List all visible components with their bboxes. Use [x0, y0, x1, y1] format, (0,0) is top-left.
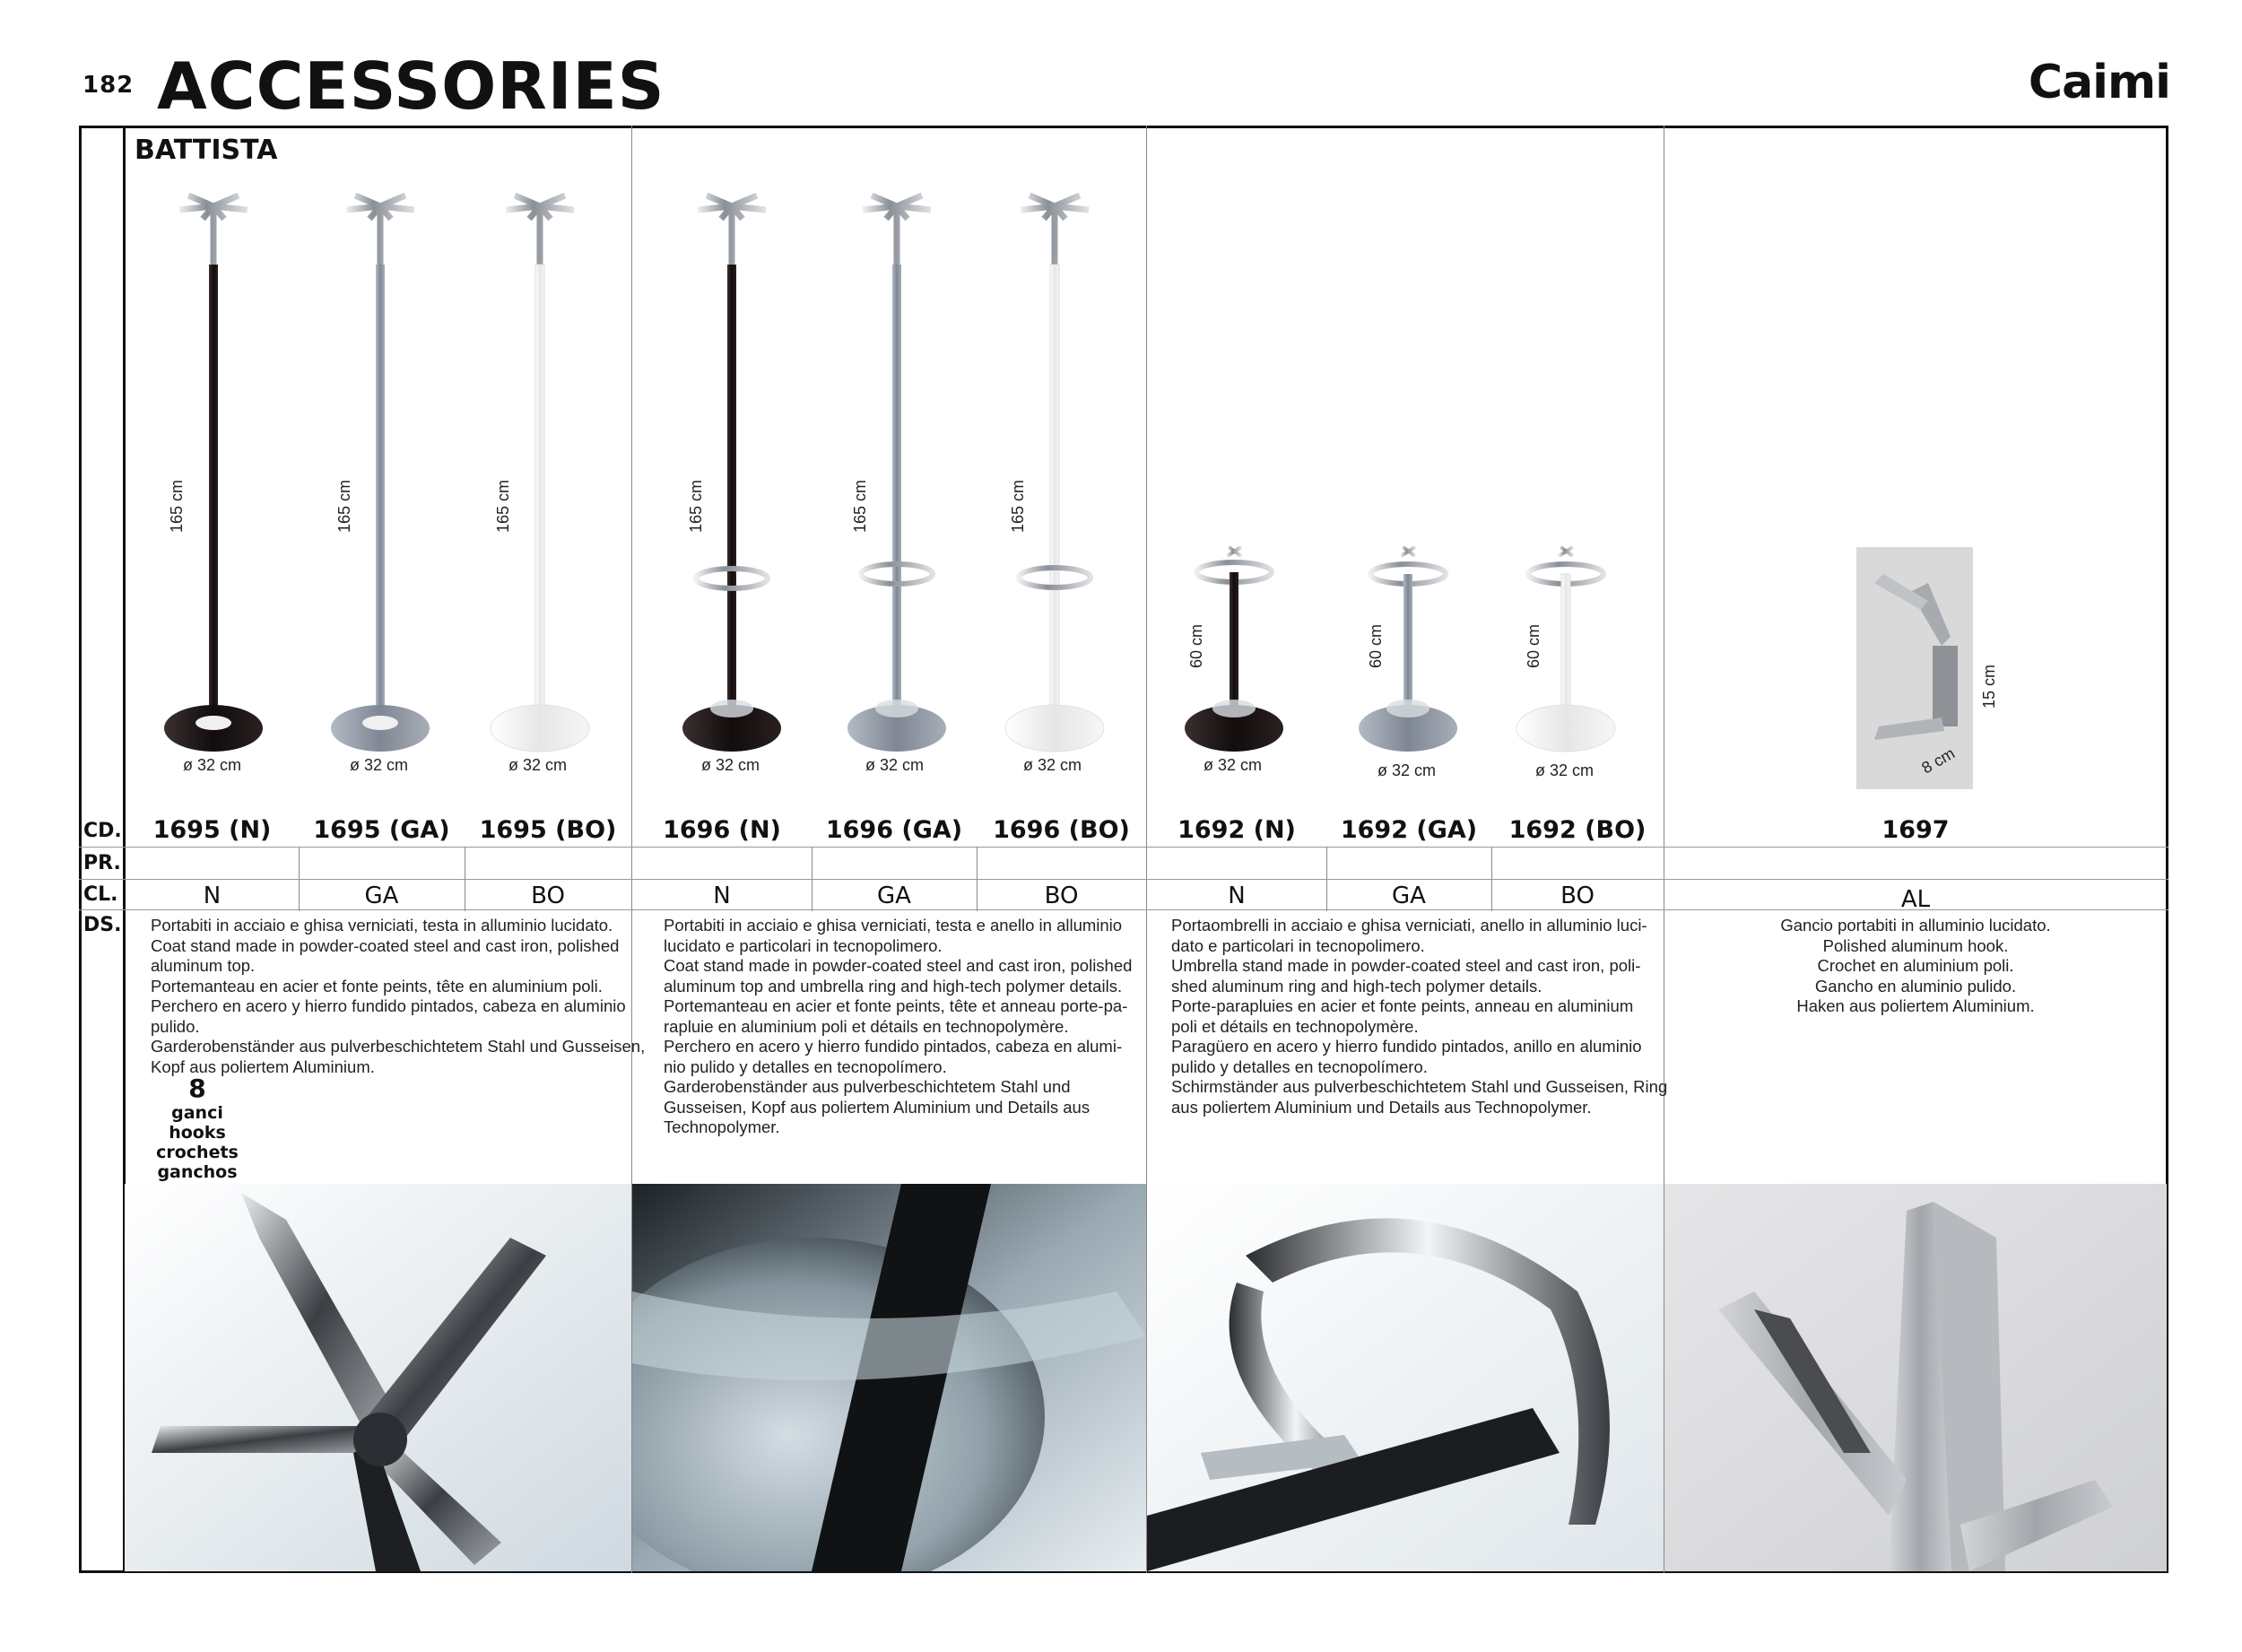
coat-stand-1696-bo	[1005, 196, 1104, 752]
height-label: 165 cm	[1009, 479, 1027, 533]
height-label: 60 cm	[1187, 623, 1205, 668]
color-code: AL	[1900, 886, 1931, 913]
product-code: 1692 (BO)	[1508, 816, 1647, 844]
height-label: 165 cm	[851, 479, 869, 533]
color-code: GA	[1392, 883, 1426, 909]
height-label: 60 cm	[1367, 623, 1385, 668]
detail-photo-tray	[632, 1184, 1146, 1571]
row-label-pr: PR.	[83, 852, 121, 874]
description-1692: Portaombrelli in acciaio e ghisa verniciati, anello in alluminio luci- dato e particolari in tecnopolimero. Umbrella stand made in powder-coated steel and cast iron, poli- shed aluminum ring and high-tech polymer details. Porte-parapluies en acier et fonte peints, anneau en aluminium poli et détails en technopolymère. Paragüero en acero y hierro fundido pintados, anillo en aluminio pulido y detalles en tecnopolímero. Schirmständer aus pulverbeschichtetem Stahl und Gusseisen, Ring aus poliertem Aluminium und Details aus Technopolymer.	[1171, 916, 1668, 1117]
product-code: 1696 (N)	[663, 816, 781, 844]
base-label: ø 32 cm	[183, 756, 242, 774]
coat-stand-1695-ga	[331, 196, 430, 752]
height-label: 165 cm	[335, 479, 353, 533]
color-code: BO	[1560, 883, 1595, 909]
row-label-cl: CL.	[83, 883, 118, 906]
detail-photo-ring	[1147, 1184, 1664, 1571]
page-title: ACCESSORIES	[157, 48, 665, 124]
product-code: 1695 (GA)	[313, 816, 450, 844]
product-code: 1697	[1881, 816, 1950, 844]
row-divider	[79, 879, 2168, 880]
description-1697: Gancio portabiti in alluminio lucidato. Polished aluminum hook. Crochet en aluminium poli. Gancho en aluminio pulido. Haken aus poliertem Aluminium.	[1780, 916, 2051, 1015]
description-1696: Portabiti in acciaio e ghisa verniciati, testa e anello in alluminio lucidato e particolari in tecnopolimero. Coat stand made in powder-coated steel and cast iron, polished aluminum top and umbrella ring and high-tech polymer details. Portemanteau en acier et fonte peints, tête et anneau porte-pa- rapluie en aluminium poli et détails en technopolymère. Perchero en acero y hierro fundido pintados, cabeza en alumi- nio pulido y detalles en tecnopolímero. Garderobenständer aus pulverbeschichtetem Stahl und Gusseisen, Kopf aus poliertem Aluminium und Details aus Technopolymer.	[664, 916, 1133, 1136]
height-label: 165 cm	[494, 479, 512, 533]
height-label: 15 cm	[1980, 664, 1998, 709]
color-code: BO	[531, 883, 565, 909]
base-label: ø 32 cm	[865, 756, 925, 774]
series-name: BATTISTA	[135, 135, 278, 166]
product-code: 1696 (BO)	[993, 816, 1130, 844]
base-label: ø 32 cm	[1535, 761, 1595, 779]
row-divider	[79, 847, 2168, 848]
row-label-cd: CD.	[83, 820, 122, 842]
product-code: 1692 (GA)	[1340, 816, 1478, 844]
product-code: 1696 (GA)	[825, 816, 963, 844]
detail-photo-head	[125, 1184, 631, 1571]
product-code: 1695 (BO)	[479, 816, 617, 844]
color-code: BO	[1044, 883, 1079, 909]
coat-stand-1695-bo	[491, 196, 589, 752]
color-code: N	[1228, 883, 1246, 909]
height-label: 60 cm	[1525, 623, 1542, 668]
brand-logo: Caimi	[2028, 56, 2170, 109]
color-code: N	[203, 883, 222, 909]
base-label: ø 32 cm	[1204, 756, 1263, 774]
product-code: 1692 (N)	[1177, 816, 1296, 844]
depth-label: 8 cm	[1918, 743, 1959, 778]
page-number: 182	[83, 72, 135, 99]
base-label: ø 32 cm	[1023, 756, 1082, 774]
coat-stand-1696-n	[682, 196, 781, 752]
base-label: ø 32 cm	[1377, 761, 1437, 779]
height-label: 165 cm	[687, 479, 705, 533]
coat-stand-1696-ga	[847, 196, 946, 752]
detail-photo-hook	[1664, 1184, 2167, 1571]
row-label-ds: DS.	[83, 914, 122, 936]
hooks-count: 8 ganci hooks crochets ganchos	[156, 1074, 239, 1182]
wall-hook-1697	[1856, 547, 1973, 789]
base-label: ø 32 cm	[350, 756, 409, 774]
description-1695: Portabiti in acciaio e ghisa verniciati, testa in alluminio lucidato. Coat stand made in powder-coated steel and cast iron, polished aluminum top. Portemanteau en acier et fonte peints, tête en aluminium poli. Perchero en acero y hierro fundido pintados, cabeza en aluminio pulido. Garderobenständer aus pulverbeschichtetem Stahl und Gusseisen, Kopf aus poliertem Aluminium.	[151, 916, 646, 1076]
color-code: N	[713, 883, 731, 909]
product-code: 1695 (N)	[152, 816, 272, 844]
product-illustrations	[126, 179, 2161, 807]
height-label: 165 cm	[168, 479, 186, 533]
coat-stand-1695-n	[164, 196, 263, 752]
base-label: ø 32 cm	[508, 756, 568, 774]
color-code: GA	[364, 883, 399, 909]
base-label: ø 32 cm	[701, 756, 760, 774]
color-code: GA	[877, 883, 911, 909]
